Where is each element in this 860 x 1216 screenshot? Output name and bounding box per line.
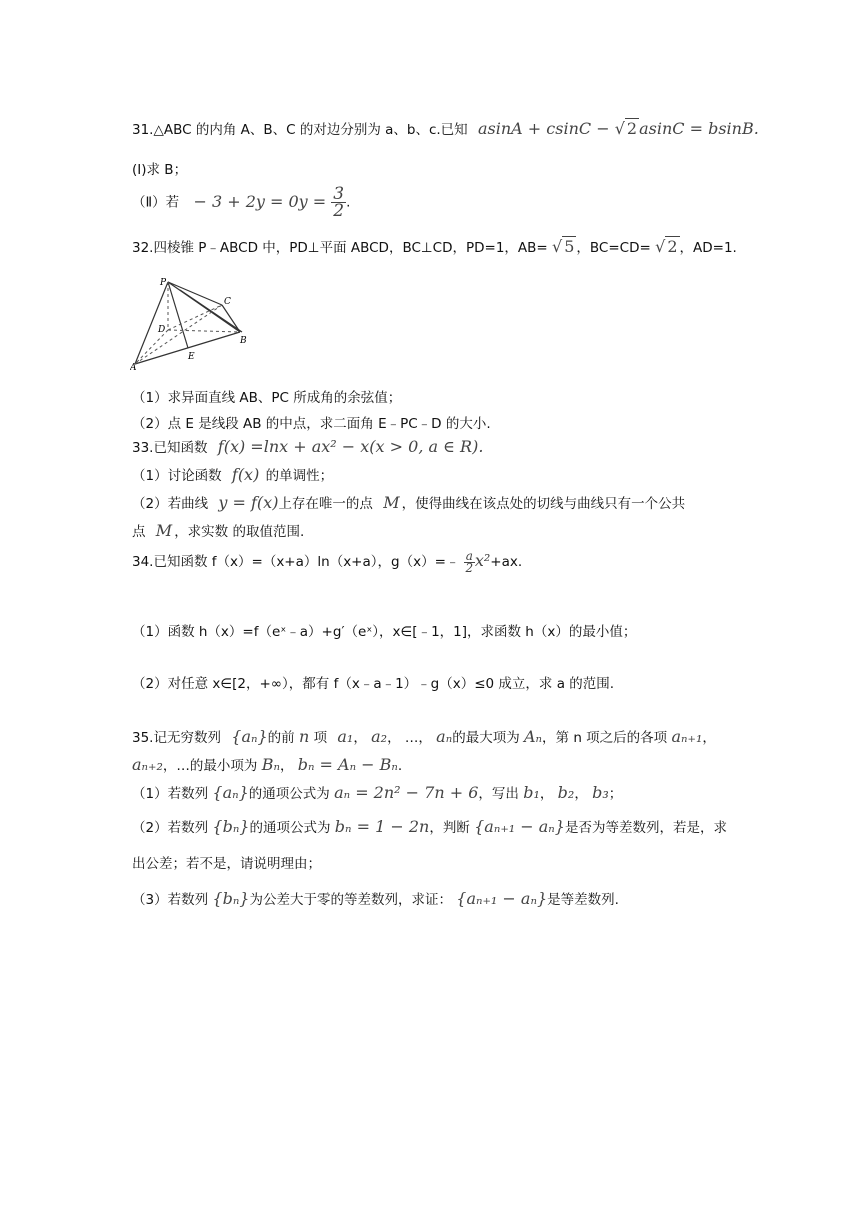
q33-p1-b: 的单调性； [265,468,334,484]
q31-stem: 31.△ABC 的内角 A、B、C 的对边分别为 a、b、c.已知 [132,122,468,138]
q33-p1-f: f(x) [231,465,260,484]
label-b: B [240,336,247,346]
q35-part1: （1）若数列 {aₙ}的通项公式为 aₙ = 2n² − 7n + 6，写出 b₁， b₂， b₃； [132,783,623,802]
q34-stem-a: 34.已知函数 f（x）=（x+a）ln（x+a），g（x）=﹣ [132,554,460,570]
q33-p2-f: y = f(x) [218,493,279,512]
q34-stem-x: x² [474,551,491,570]
q35-line1: 35.记无穷数列 {aₙ}的前 n 项 a₁， a₂， …， aₙ的最大项为 Aₙ，第 n 项之后的各项 aₙ₊₁， [132,727,716,746]
q34-frac-den: 2 [465,560,474,575]
q35-l2-a: ，…的最小项为 [162,758,258,774]
q34-stem [132,550,522,574]
q33-part2-line2 [132,520,304,540]
q32-part2: （2）点 E 是线段 AB 的中点，求二面角 E﹣PC﹣D 的大小. [132,416,491,432]
q35-l1-a: 35.记无穷数列 [132,730,221,746]
q35-p3-diff: {aₙ₊₁ − aₙ} [456,889,548,908]
q35-l1-d: 的最大项为 [452,730,520,746]
q35-b1: b₁ [523,783,540,802]
q34-part2: （2）对任意 x∈[2，+∞），都有 f（x﹣a﹣1）﹣g（x）≤0 成立，求 a 的范围. [132,676,615,692]
q31-sqrt-radicand: 2 [626,119,638,138]
q35-bn-def: bₙ = Aₙ − Bₙ [297,755,398,774]
q35-p1-a: （1）若数列 [132,786,209,802]
q35-p1-formula: aₙ = 2n² − 7n + 6 [334,783,479,802]
q35-l1-b: 的前 [267,730,295,746]
label-a: A [130,363,137,372]
pyramid-figure [130,272,255,372]
q35-Bn: Bₙ [261,755,280,774]
label-p: P [160,278,167,288]
q34-frac [464,548,475,575]
q35-p3-c: 是等差数列. [547,892,619,908]
q31-part1: (Ⅰ)求 B； [132,162,188,178]
label-d: D [158,325,166,335]
q31-sqrt: √ 2 [614,119,638,138]
q35-p1-c: ，写出 [478,786,519,802]
q33-p2-a: （2）若曲线 [132,496,209,512]
q35-b2: b₂ [557,783,575,802]
q35-part2-line1 [132,816,727,836]
q35-an1: aₙ₊₁ [671,727,703,746]
q35-dots: …， [404,730,432,746]
q32-ab-radicand: 5 [564,237,575,256]
q35-an2: aₙ₊₂ [132,755,163,774]
q34-frac-num: a [465,548,473,563]
q33-p2-d: 点 [132,524,146,540]
q35-p1-b: 的通项公式为 [248,786,330,802]
label-c: C [224,297,231,307]
q32-bc-sqrt: √ 2 [655,237,678,256]
q31-frac-num: 3 [333,184,345,204]
q35-part2-line2: 出公差；若不是，请说明理由； [132,856,321,872]
q33-part1 [132,464,333,484]
q32-stem-b: ，BC=CD= [576,240,651,256]
q34-stem-b: +ax. [490,554,523,570]
q31-formula: asinA + csinC − √ 2 asinC = bsinB. [477,119,759,138]
q35-line2: aₙ₊₂，…的最小项为 Bₙ， bₙ = Aₙ − Bₙ. [132,755,403,774]
q35-part3 [132,888,619,908]
q32-ab-sqrt: √ 5 [552,237,575,256]
q35-a2: a₂ [371,727,388,746]
q32-bc-radicand: 2 [667,237,678,256]
q33-p2-e: ，求实数 的取值范围. [174,524,305,540]
q33-p1-a: （1）讨论函数 [132,468,222,484]
q32-part1: （1）求异面直线 AB、PC 所成角的余弦值； [132,390,402,406]
q35-p3-seq: {bₙ} [212,889,250,908]
q35-l1-c: 项 [313,730,328,746]
q33-p2-m2: M [155,521,173,540]
q31-part2-formula: − 3 + 2y = 0y = [193,191,332,211]
q33-formula: f(x) =lnx + ax² − x(x > 0, a ∈ R). [217,437,484,456]
q35-An: Aₙ [524,727,543,746]
q35-p3-b: 为公差大于零的等差数列，求证： [249,892,452,908]
q31-formula-b: asinC = bsinB [639,119,754,138]
q31-frac-den: 2 [333,201,345,221]
q31-formula-a: asinA + csinC − [477,119,615,138]
q35-p2-formula: bₙ = 1 − 2n [334,817,430,836]
q33-part2-line1 [132,492,685,512]
q35-seq-a: {aₙ} [231,727,268,746]
q31-part2-frac [331,186,346,219]
q35-p3-a: （3）若数列 [132,892,209,908]
q31-stem-line [132,118,759,138]
q35-n: n [298,727,310,746]
q33-p2-c: ，使得曲线在该点处的切线与曲线只有一个公共 [401,496,686,512]
q35-p2-c: ，判断 [429,820,470,836]
q35-p2-d: 是否为等差数列，若是，求 [564,820,727,836]
q33-stem-text: 33.已知函数 [132,440,208,456]
q35-p2-a: （2）若数列 [132,820,209,836]
q35-an: aₙ [436,727,453,746]
q32-stem [132,236,737,256]
q31-part2: （Ⅱ）若 − 3 + 2y = 0y = $\frac{3}{2}$ . [132,184,351,221]
q35-p1-seq: {aₙ} [212,783,249,802]
q33-p2-m: M [383,493,400,512]
label-e: E [188,352,195,362]
q35-b3: b₃ [592,783,609,802]
q34-part1: （1）函数 h（x）=f（eˣ﹣a）+g′（eˣ），x∈[﹣1，1]，求函数 h（x）的最小值； [132,624,637,640]
q32-stem-c: ，AD=1. [679,240,737,256]
q33-p2-b: 上存在唯一的点 [278,496,373,512]
q35-p2-b: 的通项公式为 [249,820,331,836]
q35-p2-seq: {bₙ} [212,817,250,836]
q31-part2-label: （Ⅱ）若 [132,194,180,211]
q33-stem [132,436,483,456]
q35-l1-e: ，第 n 项之后的各项 [542,730,668,746]
q32-stem-a: 32.四棱锥 P﹣ABCD 中，PD⊥平面 ABCD，BC⊥CD，PD=1，AB= [132,240,548,256]
q35-p2-diff: {aₙ₊₁ − aₙ} [474,817,565,836]
q35-a1: a₁ [337,727,354,746]
